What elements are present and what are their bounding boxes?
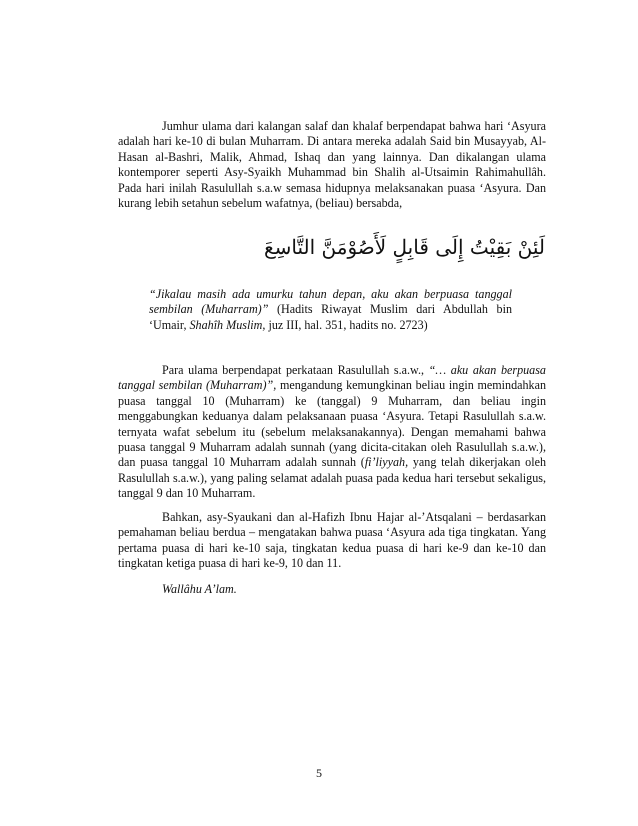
paragraph-2-term: fi’liyyah, (364, 455, 409, 470)
paragraph-3: Bahkan, asy-Syaukani dan al-Hafizh Ibnu Hajar al-’Atsqalani – berdasarkan pemahaman beliau berdua – mengatakan bahwa puasa ‘Asyura ada tiga tingkatan. Yang pertama puasa di hari ke-10 saja, tingkatan kedua puasa di hari ke-9 dan ke-10 dan tingkatan ketiga puasa di hari ke-9, 10 dan 11. (118, 510, 546, 571)
quote-source-text: (Hadits Riwayat Muslim dari Abdullah bin ‘Umair, (149, 302, 512, 332)
paragraph-2-lead: Para ulama berpendapat perkataan Rasulullah s.a.w., (162, 363, 429, 377)
closing-phrase: Wallâhu A’lam. (162, 582, 237, 596)
quote-source-detail: juz III, hal. 351, hadits no. 2723) (265, 317, 428, 332)
quote-italic-text: “Jikalau masih ada umurku tahun depan, aku akan berpuasa tanggal sembilan (Muharram)” (149, 287, 512, 317)
hadith-translation-quote (149, 287, 512, 333)
paragraph-2 (118, 363, 546, 502)
arabic-hadith-text: لَئِنْ بَقِيْتُ إِلَى قَابِلٍ لَأَصُوْمَنَّ التَّاسِعَ (263, 235, 545, 259)
quote-source-book: Shahîh Muslim, (189, 317, 266, 332)
paragraph-2-middle: mengandung kemungkinan beliau ingin memindahkan puasa tanggal 10 (Muharram) ke (tanggal) 9 Muharram, dan beliau ingin menggabungkan keduanya dalam pelaksanaan puasa ‘Asyura. Tetapi Rasulullah s.a.w. ternyata wafat sebelum itu (sebelum melaksanakannya). Dengan memahami bahwa puasa tanggal 9 Muharram adalah sunnah (yang dicita-citakan oleh Rasulullah s.a.w.), dan puasa tanggal 10 Muharram adalah sunnah ( (118, 378, 546, 470)
paragraph-2-quote: “… aku akan berpuasa tanggal sembilan (Muharram)”, (118, 363, 546, 393)
paragraph-2-end: yang telah dikerjakan oleh Rasulullah s.a.w.), yang paling selamat adalah puasa pada kedua hari tersebut sekaligus, tanggal 9 dan 10 Muharram. (118, 455, 546, 501)
paragraph-1: Jumhur ulama dari kalangan salaf dan khalaf berpendapat bahwa hari ‘Asyura adalah hari ke-10 di bulan Muharram. Di antara mereka adalah Said bin Musayyab, Al-Hasan al-Bashri, Malik, Ahmad, Ishaq dan yang lainnya. Dan dikalangan ulama kontemporer seperti Asy-Syaikh Muhammad bin Shalih al-Utsaimin Rahimahullâh. Pada hari inilah Rasulullah s.a.w semasa hidupnya melaksanakan puasa ‘Asyura. Dan kurang lebih setahun sebelum wafatnya, (beliau) bersabda, (118, 119, 546, 211)
page-number: 5 (316, 766, 322, 780)
